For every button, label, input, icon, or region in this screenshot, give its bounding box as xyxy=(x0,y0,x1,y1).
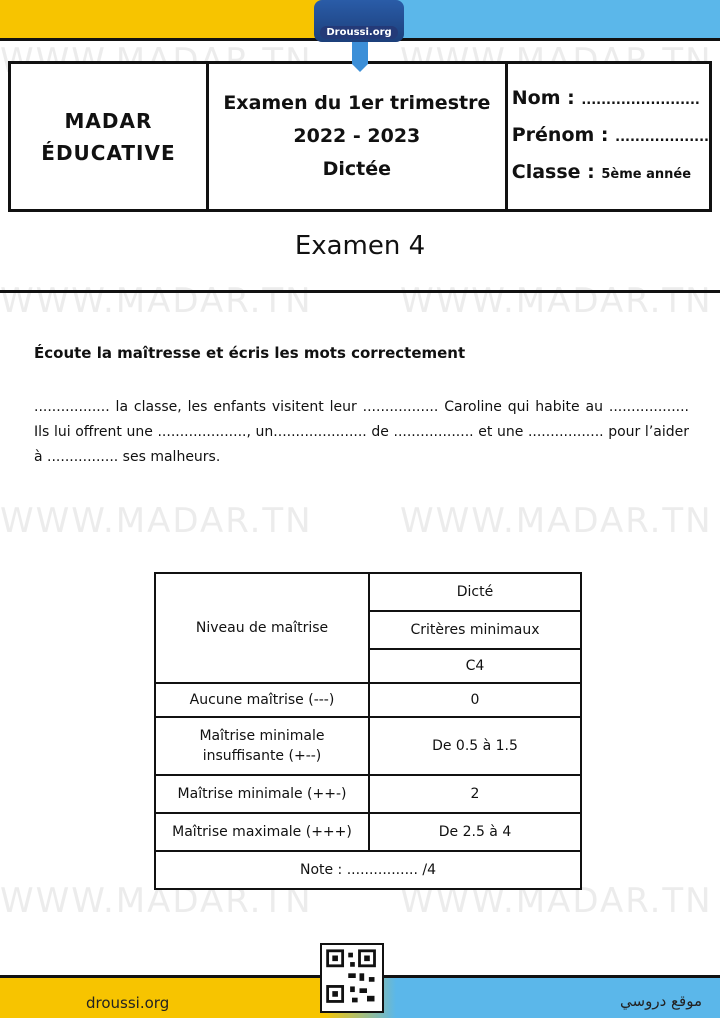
table-row xyxy=(155,775,581,813)
droussi-logo xyxy=(314,0,404,42)
exam-sheet xyxy=(0,38,720,978)
prenom-field[interactable] xyxy=(512,118,709,155)
school-name-line1: MADAR xyxy=(64,108,153,133)
prenom-blank: ................... xyxy=(615,130,709,145)
footer-website[interactable]: droussi.org xyxy=(86,994,170,1012)
exam-year: 2022 - 2023 xyxy=(293,125,421,147)
exam-title: Examen 4 xyxy=(294,231,426,261)
dictation-text[interactable]: ................. la classe, les enfants visitent leur ................. Caroline qui habite au .................. Ils lui offrent une ...................., un..................... de .................. et une ................. pour l’aider à ................ ses malheurs. xyxy=(34,399,689,465)
note-cell[interactable]: Note : ................ /4 xyxy=(155,851,581,889)
watermark: WWW.MADAR.TN xyxy=(0,281,313,321)
level-cell: Maîtrise minimale insuffisante (+--) xyxy=(155,717,369,775)
level-cell: Maîtrise maximale (+++) xyxy=(155,813,369,851)
nom-label: Nom : xyxy=(511,87,575,109)
exam-term: Examen du 1er trimestre xyxy=(223,92,491,114)
classe-label: Classe : xyxy=(511,161,595,183)
watermark: WWW.MADAR.TN xyxy=(0,501,313,541)
watermark: WWW.MADAR.TN xyxy=(400,881,713,921)
ribbon-icon xyxy=(350,42,370,72)
school-name-line2: ÉDUCATIVE xyxy=(41,140,176,165)
school-name-cell xyxy=(11,64,209,209)
instruction-text: Écoute la maîtresse et écris les mots correctement xyxy=(34,344,466,362)
nom-field[interactable] xyxy=(512,81,709,118)
classe-value: 5ème année xyxy=(601,167,692,182)
mastery-level-header: Niveau de maîtrise xyxy=(155,573,369,683)
table-row xyxy=(155,813,581,851)
prenom-label: Prénom : xyxy=(511,124,609,146)
criterion-code: C4 xyxy=(369,649,581,683)
section-divider xyxy=(0,290,720,293)
exam-info-cell xyxy=(209,64,508,209)
value-cell: De 2.5 à 4 xyxy=(369,813,581,851)
level-cell: Maîtrise minimale (++-) xyxy=(155,775,369,813)
dictation-header: Dicté xyxy=(369,573,581,611)
exam-header xyxy=(8,61,712,212)
value-cell: 2 xyxy=(369,775,581,813)
qr-code-icon[interactable] xyxy=(320,943,384,1013)
nom-blank: ........................ xyxy=(581,93,700,108)
watermark: WWW.MADAR.TN xyxy=(400,281,713,321)
watermark: WWW.MADAR.TN xyxy=(400,501,713,541)
footer-site-arabic: موقع دروسي xyxy=(620,992,702,1010)
table-row xyxy=(155,717,581,775)
grading-table xyxy=(154,572,582,890)
criteria-header: Critères minimaux xyxy=(369,611,581,649)
level-cell: Aucune maîtrise (---) xyxy=(155,683,369,717)
exam-subject: Dictée xyxy=(322,158,392,180)
value-cell: 0 xyxy=(369,683,581,717)
logo-label: Droussi.org xyxy=(320,26,397,39)
value-cell: De 0.5 à 1.5 xyxy=(369,717,581,775)
student-info-cell xyxy=(508,64,709,209)
watermark: WWW.MADAR.TN xyxy=(0,881,313,921)
classe-field xyxy=(512,155,709,192)
table-row xyxy=(155,683,581,717)
